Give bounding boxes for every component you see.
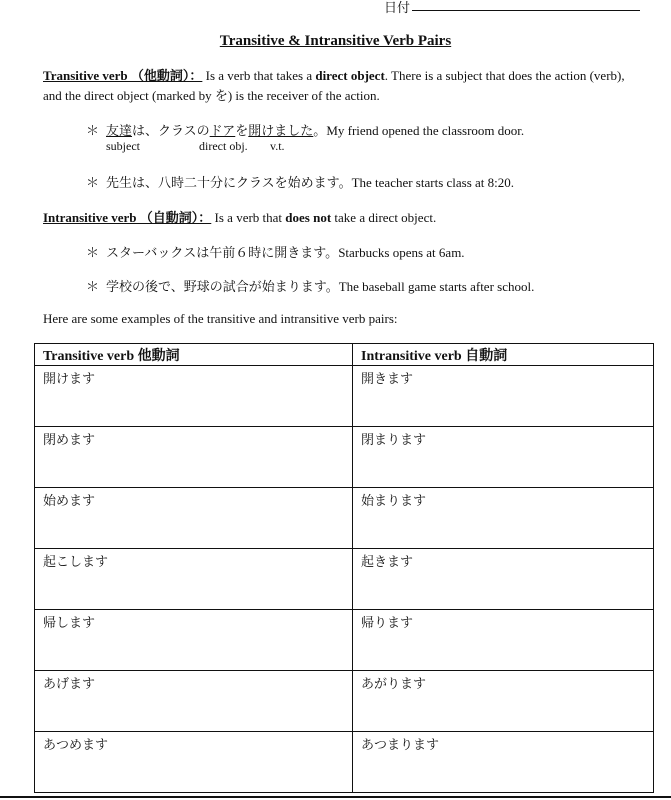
transitive-cell: 開けます [35, 366, 353, 427]
example-object: ドア [209, 123, 236, 138]
example-jp: 先生は、八時二十分にクラスを始めます。 [106, 175, 352, 190]
intransitive-cell: 帰ります [353, 610, 654, 671]
transitive-label: Transitive verb （他動詞）： [43, 68, 203, 83]
transitive-desc-1: Is a verb that takes a [202, 68, 316, 83]
transitive-example-2 [86, 172, 514, 191]
date-blank-line[interactable] [412, 10, 640, 11]
worksheet-title: Transitive & Intransitive Verb Pairs [219, 33, 452, 49]
transitive-cell: 閉めます [35, 427, 353, 488]
asterisk-icon: ＊ [86, 175, 100, 190]
transitive-cell: あげます [35, 671, 353, 732]
intransitive-example-2 [86, 276, 534, 295]
table-row [35, 610, 654, 671]
note-verb: v.t. [270, 139, 285, 153]
example-jp-end: 。 [313, 123, 327, 138]
intransitive-cell: 始まります [353, 488, 654, 549]
intransitive-cell: あがります [353, 671, 654, 732]
example-verb: 開けました [248, 123, 314, 138]
table-row [35, 427, 654, 488]
intransitive-label: Intransitive verb （自動詞）： [43, 210, 212, 225]
transitive-cell: あつめます [35, 732, 353, 793]
page-bottom-border [0, 796, 671, 798]
transitive-cell: 起こします [35, 549, 353, 610]
note-subject: subject [106, 139, 140, 153]
note-direct-object: direct obj. [199, 139, 248, 153]
transitive-example-1 [86, 120, 524, 139]
table-row [35, 671, 654, 732]
intransitive-desc-1: Is a verb that [211, 210, 286, 225]
example-jp: スターバックスは午前６時に開きます。 [106, 245, 339, 260]
intransitive-cell: 起きます [353, 549, 654, 610]
table-header-row [35, 344, 654, 366]
intransitive-cell: あつまります [353, 732, 654, 793]
example-jp-a: は、クラスの [132, 123, 210, 138]
transitive-cell: 帰します [35, 610, 353, 671]
transitive-column-header: Transitive verb 他動詞 [35, 344, 353, 366]
example-jp-b: を [235, 123, 249, 138]
transitive-definition [43, 66, 643, 106]
intransitive-desc-bold: does not [285, 210, 332, 225]
example-en: My friend opened the classroom door. [326, 123, 525, 138]
intransitive-desc-2: take a direct object. [331, 210, 437, 225]
example-en: The baseball game starts after school. [338, 279, 535, 294]
intransitive-column-header: Intransitive verb 自動詞 [353, 344, 654, 366]
transitive-desc-2: . There is a subject that does the action (verb), and the direct object (marked by を) is the receiver of the action. [43, 68, 625, 103]
intransitive-cell: 開きます [353, 366, 654, 427]
table-row [35, 549, 654, 610]
asterisk-icon: ＊ [86, 279, 100, 294]
example-subject: 友達 [106, 123, 133, 138]
table-row [35, 488, 654, 549]
asterisk-icon: ＊ [86, 245, 100, 260]
intransitive-definition [43, 207, 436, 226]
transitive-desc-bold: direct object [315, 68, 385, 83]
intransitive-example-1 [86, 242, 465, 261]
transitive-cell: 始めます [35, 488, 353, 549]
example-en: Starbucks opens at 6am. [338, 245, 465, 260]
table-row [35, 732, 654, 793]
date-label: 日付 [384, 0, 411, 15]
intransitive-cell: 閉まります [353, 427, 654, 488]
examples-intro: Here are some examples of the transitive and intransitive verb pairs: [43, 311, 398, 326]
example-jp: 学校の後で、野球の試合が始まります。 [106, 279, 339, 294]
example-annotation [106, 139, 285, 154]
asterisk-icon: ＊ [86, 123, 100, 138]
example-en: The teacher starts class at 8:20. [351, 175, 515, 190]
verb-pairs-table [34, 343, 654, 793]
table-row [35, 366, 654, 427]
